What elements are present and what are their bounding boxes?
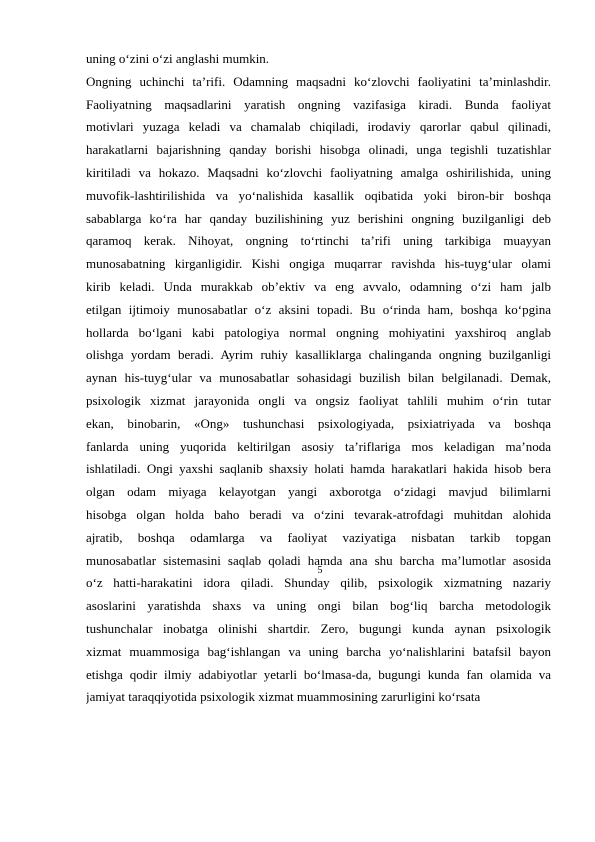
text-line: motivlari yuzaga keladi va chamalab chiqiladi, irodaviy qarorlar qabul qilinadi, [86, 119, 551, 135]
text-line: kirib keladi. Unda murakkab ob’ektiv va eng avvalo, odamning o‘zi ham jalb [86, 278, 551, 294]
text-line: fanlarda uning yuqorida keltirilgan asosiy ta’riflariga mos keladigan ma’noda [86, 438, 551, 454]
text-line: tushunchalar inobatga olinishi shartdir. Zero, bugungi kunda aynan psixologik [86, 620, 551, 636]
text-line: ekan, binobarin, «Ong» tushunchasi psixologiyada, psixiatriyada va boshqa [86, 415, 551, 431]
text-line: olishga yordam beradi. Ayrim ruhiy kasalliklarga chalinganda ongning buzilganligi [86, 347, 551, 363]
body-text [86, 48, 551, 709]
text-line: psixologik xizmat jarayonida ongli va ongsiz faoliyat tahlili muhim o‘rin tutar [86, 392, 551, 408]
text-line: etilgan ijtimoiy munosabatlar o‘z aksini topadi. Bu o‘rinda ham, boshqa ko‘pgina [86, 301, 551, 317]
text-line: harakatlarni bajarishning qanday borishi hisobga olinadi, unga tegishli tuzatishlar [86, 142, 551, 158]
text-line: asoslarini yaratishda shaxs va uning ongi bilan bog‘liq barcha metodologik [86, 598, 551, 614]
text-line: munosabatlar sistemasini saqlab qoladi hamda ana shu barcha ma’lumotlar asosida [86, 552, 551, 568]
text-line: ishlatiladi. Ongi yaxshi saqlanib shaxsiy holati hamda harakatlari hakida hisob bera [86, 461, 551, 477]
text-line: etishga qodir ilmiy adabiyotlar yetarli bo‘lmasa-da, bugungi kunda fan olamida va [86, 666, 551, 682]
text-line: Ongning uchinchi ta’rifi. Odamning maqsadni ko‘zlovchi faoliyatini ta’minlashdir. [86, 73, 551, 89]
text-line: sabablarga ko‘ra har qanday buzilishining yuz berishini ongning buzilganligi deb [86, 210, 551, 226]
text-line: xizmat muammosiga bag‘ishlangan va uning barcha yo‘nalishlarini batafsil bayon [86, 643, 551, 659]
text-line: hollarda bo‘lgani kabi patologiya normal ongning mohiyatini yaxshiroq anglab [86, 324, 551, 340]
text-line: munosabatning kirganligidir. Kishi ongiga muqarrar ravishda his-tuyg‘ular olami [86, 256, 551, 272]
text-line: ajratib, boshqa odamlarga va faoliyat vaziyatiga nisbatan tarkib topgan [86, 529, 551, 545]
text-line: Faoliyatning maqsadlarini yaratish ongning vazifasiga kiradi. Bunda faoliyat [86, 96, 551, 112]
text-line: olgan odam miyaga kelayotgan yangi axborotga o‘zidagi mavjud bilimlarni [86, 484, 551, 500]
text-line: o‘z hatti-harakatini idora qiladi. Shunday qilib, psixologik xizmatning nazariy [86, 575, 551, 591]
text-line: qaramoq kerak. Nihoyat, ongning to‘rtinchi ta’rifi uning tarkibiga muayyan [86, 233, 551, 249]
text-line: muvofik-lashtirilishida va yo‘nalishida kasallik oqibatida yoki biron-bir boshqa [86, 187, 551, 203]
text-line: hisobga olgan holda baho beradi va o‘zini tevarak-atrofdagi muhitdan alohida [86, 506, 551, 522]
page-number: 5 [317, 565, 323, 576]
text-line: jamiyat taraqqiyotida psixologik xizmat muammosining zarurligini ko‘rsata [86, 689, 481, 705]
text-line: kiritiladi va hokazo. Maqsadni ko‘zlovchi faoliyatning amalga oshirilishida, uning [86, 164, 551, 180]
text-line: uning o‘zini o‘zi anglashi mumkin. [86, 51, 270, 66]
text-line: aynan his-tuyg‘ular va munosabatlar sohasidagi buzilish bilan belgilanadi. Demak, [86, 370, 551, 386]
